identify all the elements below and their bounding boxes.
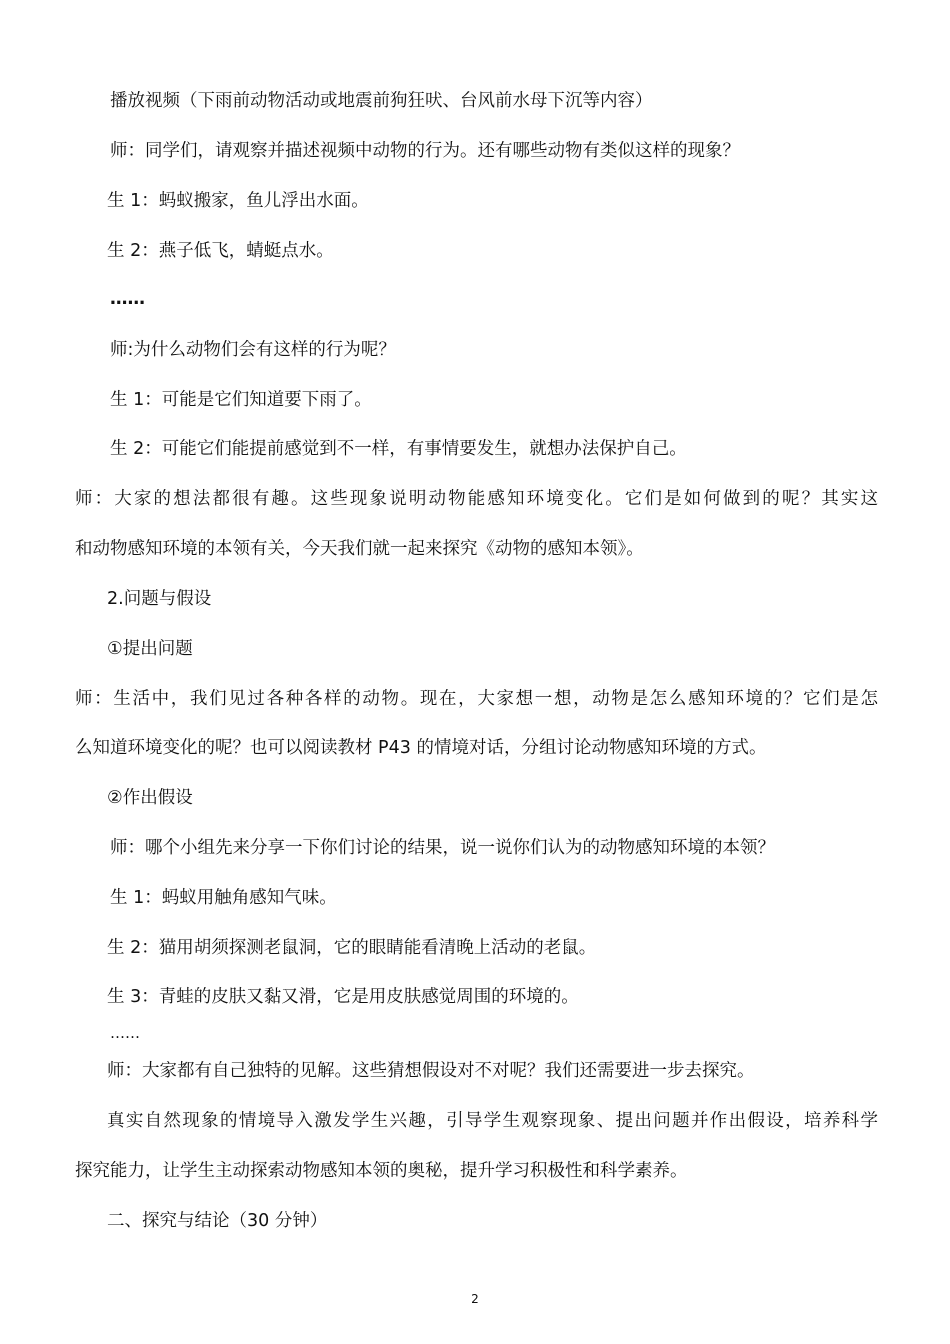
paragraph-design-intent-line-2: 探究能力，让学生主动探索动物感知本领的奥秘，提升学习积极性和科学素养。 bbox=[75, 1161, 688, 1181]
paragraph-video-intro: 播放视频（下雨前动物活动或地震前狗狂吠、台风前水母下沉等内容） bbox=[110, 91, 653, 111]
paragraph-teacher-question-2: 师:为什么动物们会有这样的行为呢？ bbox=[110, 340, 396, 360]
paragraph-teacher-summary-line-1: 师：大家的想法都很有趣。这些现象说明动物能感知环境变化。它们是如何做到的呢？其实这 bbox=[75, 489, 878, 509]
paragraph-teacher-question-3: 师：哪个小组先来分享一下你们讨论的结果，说一说你们认为的动物感知环境的本领？ bbox=[110, 838, 775, 858]
subheading-make-hypothesis: ②作出假设 bbox=[107, 788, 193, 808]
section-heading-question-hypothesis: 2.问题与假设 bbox=[107, 589, 212, 609]
paragraph-student-2-answer-1: 生 2：燕子低飞，蜻蜓点水。 bbox=[107, 241, 334, 261]
paragraph-student-1-answer-2: 生 1：可能是它们知道要下雨了。 bbox=[110, 390, 372, 410]
paragraph-student-1-answer-1: 生 1：蚂蚁搬家，鱼儿浮出水面。 bbox=[107, 191, 369, 211]
paragraph-student-2-answer-2: 生 2：可能它们能提前感觉到不一样，有事情要发生，就想办法保护自己。 bbox=[110, 439, 687, 459]
paragraph-teacher-question-1: 师：同学们，请观察并描述视频中动物的行为。还有哪些动物有类似这样的现象？ bbox=[110, 141, 740, 161]
page-number: 2 bbox=[471, 1292, 479, 1306]
paragraph-student-1-answer-3: 生 1：蚂蚁用触角感知气味。 bbox=[110, 888, 337, 908]
paragraph-design-intent-line-1: 真实自然现象的情境导入激发学生兴趣，引导学生观察现象、提出问题并作出假设，培养科学 bbox=[107, 1111, 878, 1131]
paragraph-student-2-answer-3: 生 2：猫用胡须探测老鼠洞，它的眼睛能看清晚上活动的老鼠。 bbox=[107, 938, 597, 958]
ellipsis-2: …… bbox=[110, 1024, 140, 1042]
ellipsis-1: …… bbox=[110, 289, 145, 309]
paragraph-teacher-prompt-line-1: 师：生活中，我们见过各种各样的动物。现在，大家想一想，动物是怎么感知环境的？它们是怎 bbox=[75, 689, 878, 709]
subheading-raise-question: ①提出问题 bbox=[107, 639, 193, 659]
paragraph-student-3-answer-3: 生 3：青蛙的皮肤又黏又滑，它是用皮肤感觉周围的环境的。 bbox=[107, 987, 579, 1007]
paragraph-teacher-conclusion: 师：大家都有自己独特的见解。这些猜想假设对不对呢？我们还需要进一步去探究。 bbox=[107, 1061, 755, 1081]
section-heading-explore-conclude: 二、探究与结论（30 分钟） bbox=[107, 1211, 328, 1231]
paragraph-teacher-prompt-line-2: 么知道环境变化的呢？也可以阅读教材 P43 的情境对话，分组讨论动物感知环境的方式。 bbox=[75, 738, 767, 758]
paragraph-teacher-summary-line-2: 和动物感知环境的本领有关，今天我们就一起来探究《动物的感知本领》。 bbox=[75, 539, 644, 559]
